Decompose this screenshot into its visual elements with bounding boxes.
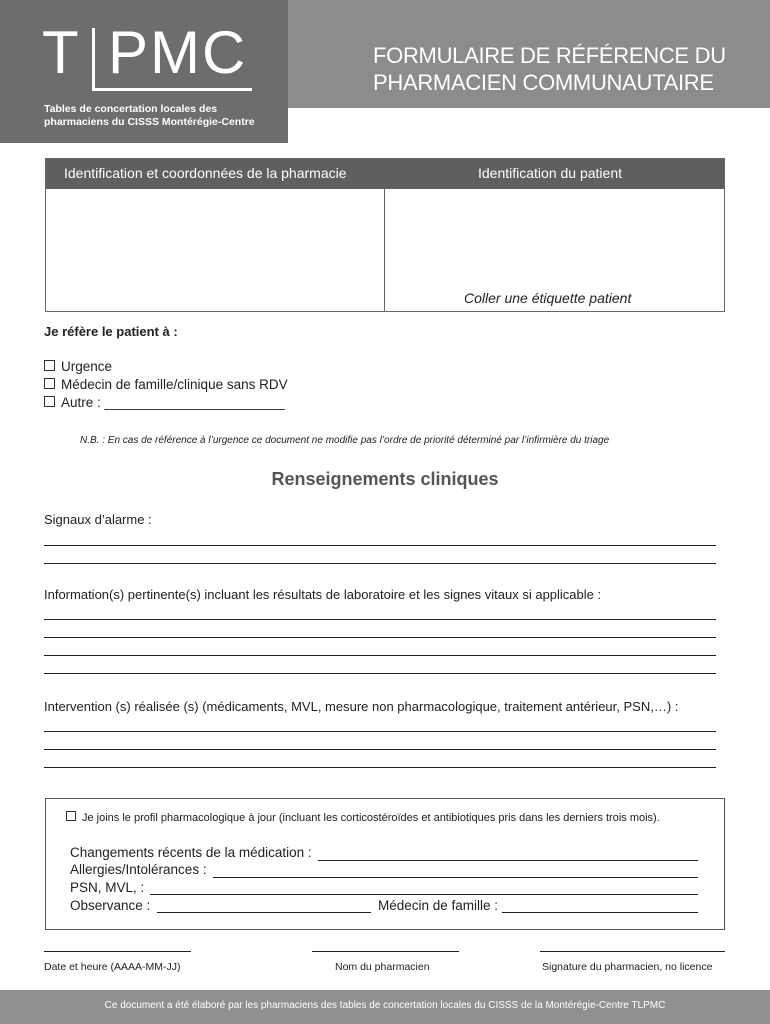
pertinent-info-line[interactable]: [44, 673, 716, 674]
profile-attached-label: Je joins le profil pharmacologique à jour (incluant les corticostéroïdes et antibiotiques pris dans les derniers trois mois).: [82, 812, 660, 824]
psn-mvl-label: PSN, MVL, :: [70, 880, 145, 895]
pertinent-info-line[interactable]: [44, 619, 716, 620]
title-line-1: FORMULAIRE DE RÉFÉRENCE DU: [373, 43, 726, 68]
observance-field[interactable]: [157, 912, 371, 913]
option-urgence[interactable]: [44, 359, 112, 374]
allergies-field[interactable]: [213, 877, 698, 878]
pharmacy-identification-label: Identification et coordonnées de la pharmacie: [64, 165, 347, 181]
allergies-label: Allergies/Intolérances :: [70, 862, 207, 877]
logo-bracket-vertical: [92, 28, 95, 90]
pharmacist-name-label: Nom du pharmacien: [335, 961, 430, 973]
pharmacist-signature-field[interactable]: [540, 951, 725, 952]
title-line-2: PHARMACIEN COMMUNAUTAIRE: [373, 70, 714, 95]
alarm-signs-label: Signaux d’alarme :: [44, 512, 152, 527]
option-label: Urgence: [61, 359, 113, 374]
pharmacist-signature-label: Signature du pharmacien, no licence: [542, 961, 713, 973]
intervention-label: Intervention (s) réalisée (s) (médicaments, MVL, mesure non pharmacologique, traitement antérieur, PSN,…) :: [44, 699, 679, 714]
family-doctor-label: Médecin de famille :: [378, 898, 499, 913]
family-doctor-field[interactable]: [502, 912, 698, 913]
patient-identification-label: Identification du patient: [478, 165, 622, 181]
option-autre[interactable]: [44, 395, 285, 410]
triage-note: N.B. : En cas de référence à l’urgence ce document ne modifie pas l’ordre de priorité déterminé par l’infirmière du triage: [80, 435, 610, 446]
intervention-line[interactable]: [44, 749, 716, 750]
option-label: Autre : ________________________: [61, 395, 285, 410]
document-title: [373, 42, 763, 96]
date-time-field[interactable]: [44, 951, 191, 952]
pertinent-info-line[interactable]: [44, 655, 716, 656]
profile-attached-option[interactable]: [66, 811, 660, 824]
checkbox-icon[interactable]: [66, 811, 76, 821]
logo-letters-pmc: PMC: [108, 19, 248, 86]
logo-letter-t: T: [42, 19, 81, 86]
logo-subtitle: Tables de concertation locales des pharmaciens du CISSS Montérégie-Centre: [44, 103, 255, 128]
option-label: Médecin de famille/clinique sans RDV: [61, 377, 288, 392]
footer-credit: Ce document a été élaboré par les pharmaciens des tables de concertation locales du CISSS de la Montérégie-Centre TLPMC: [104, 1000, 666, 1011]
identification-divider: [384, 189, 385, 311]
psn-mvl-field[interactable]: [150, 894, 698, 895]
intervention-line[interactable]: [44, 731, 716, 732]
pertinent-info-label: Information(s) pertinente(s) incluant les résultats de laboratoire et les signes vitaux si applicable :: [44, 587, 602, 602]
pertinent-info-line[interactable]: [44, 637, 716, 638]
logo-bracket-horizontal: [92, 88, 252, 91]
alarm-signs-line[interactable]: [44, 563, 716, 564]
changes-label: Changements récents de la médication :: [70, 845, 312, 860]
referral-heading: Je réfère le patient à :: [44, 324, 178, 339]
checkbox-icon[interactable]: [44, 378, 55, 389]
date-time-label: Date et heure (AAAA-MM-JJ): [44, 961, 181, 973]
changes-field[interactable]: [318, 860, 698, 861]
checkbox-icon[interactable]: [44, 360, 55, 371]
observance-label: Observance :: [70, 898, 151, 913]
option-medecin-famille[interactable]: [44, 377, 288, 392]
patient-sticker-hint: Coller une étiquette patient: [464, 290, 632, 306]
checkbox-icon[interactable]: [44, 396, 55, 407]
pharmacist-name-field[interactable]: [312, 951, 459, 952]
clinical-section-title: Renseignements cliniques: [271, 469, 499, 489]
pharmacy-identification-field[interactable]: [47, 190, 383, 309]
alarm-signs-line[interactable]: [44, 545, 716, 546]
intervention-line[interactable]: [44, 767, 716, 768]
